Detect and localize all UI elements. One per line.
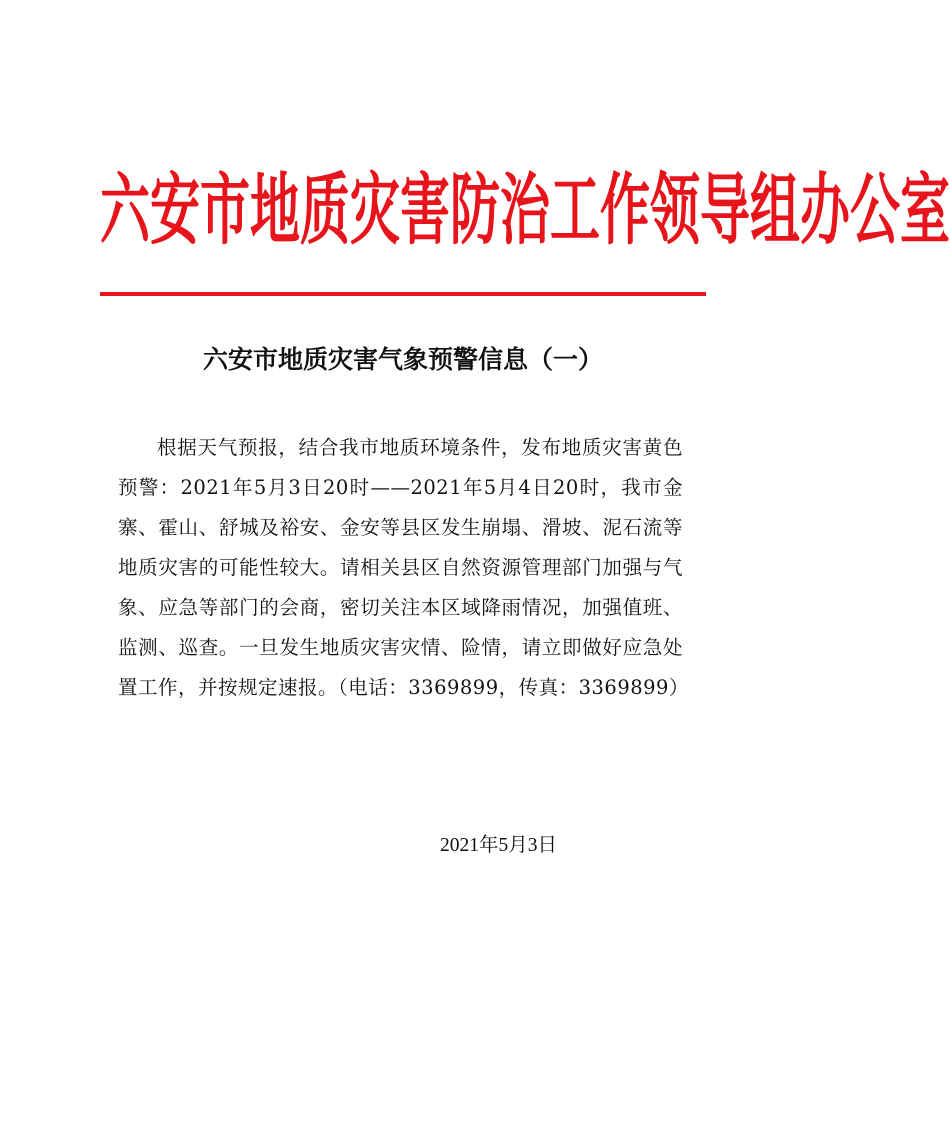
body-paragraph: 根据天气预报，结合我市地质环境条件，发布地质灾害黄色预警：2021年5月3日20时——2021年5月4日20时，我市金寨、霍山、舒城及裕安、金安等县区发生崩塌、滑坡、泥石流等地质灾害的可能性较大。请相关县区自然资源管理部门加强与气象、应急等部门的会商，密切关注本区域降雨情况，加强值班、监测、巡查。一旦发生地质灾害灾情、险情，请立即做好应急处置工作，并按规定速报。（电话：3369899，传真：3369899） xyxy=(118,436,689,699)
red-divider-line xyxy=(100,292,706,296)
document-title: 六安市地质灾害气象预警信息（一） xyxy=(202,345,603,374)
masthead-title: 六安市地质灾害防治工作领导组办公室 xyxy=(100,163,950,255)
document-body xyxy=(118,428,689,708)
issue-date: 2021年5月3日 xyxy=(440,835,558,856)
